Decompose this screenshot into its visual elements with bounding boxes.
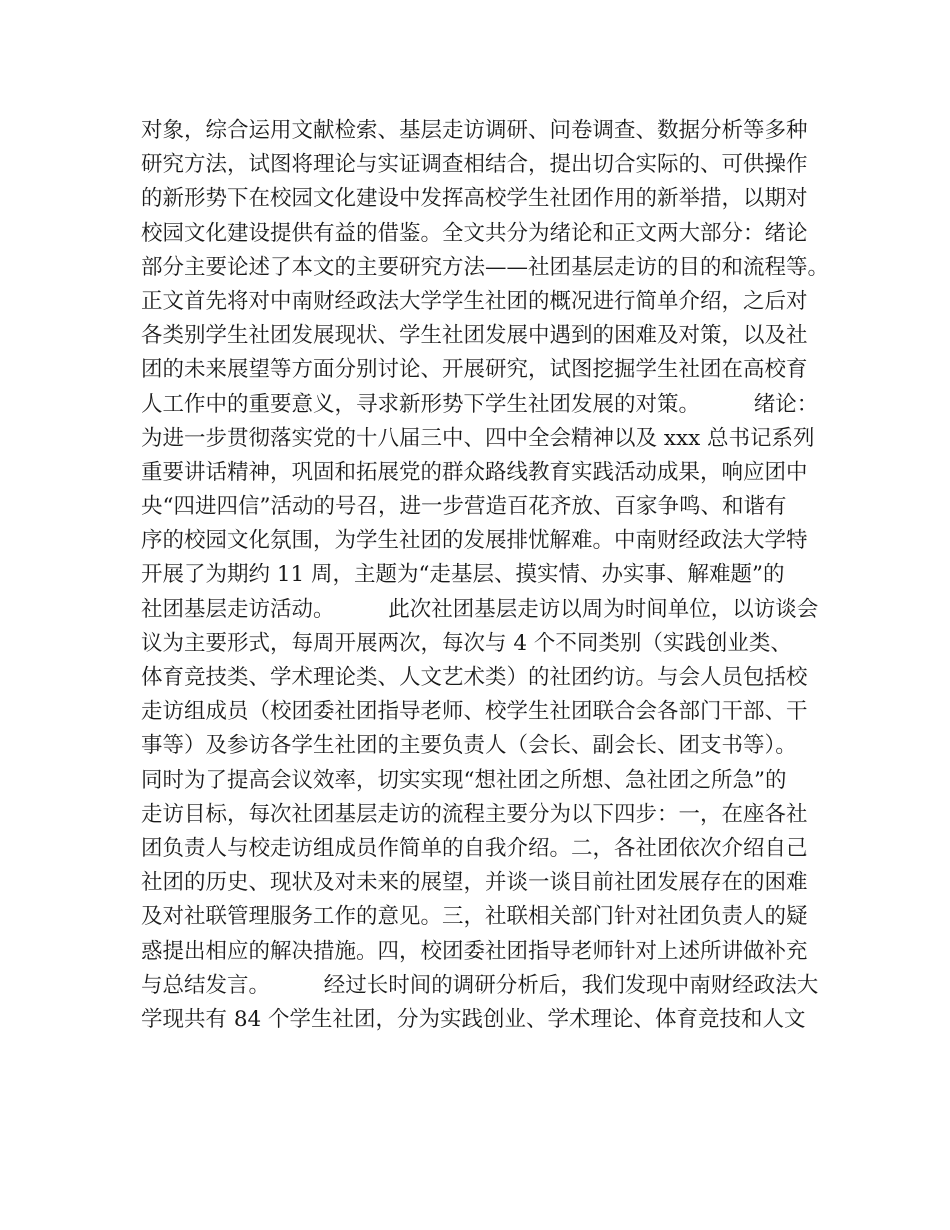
body-text	[141, 114, 830, 1037]
text-line: 及对社联管理服务工作的意见。三，社联相关部门针对社团负责人的疑	[141, 904, 808, 930]
text-line: 研究方法，试图将理论与实证调查相结合，提出切合实际的、可供操作	[141, 152, 808, 178]
text-line: 正文首先将对中南财经政法大学学生社团的概况进行简单介绍，之后对	[141, 288, 808, 314]
text-line: 重要讲话精神，巩固和拓展党的群众路线教育实践活动成果，响应团中	[141, 459, 808, 485]
text-line: 央“四进四信”活动的号召，进一步营造百花齐放、百家争鸣、和谐有	[141, 494, 787, 520]
text-line: 校园文化建设提供有益的借鉴。全文共分为绪论和正文两大部分：绪论	[141, 220, 808, 246]
text-line: 的新形势下在校园文化建设中发挥高校学生社团作用的新举措，以期对	[141, 186, 808, 212]
text-line: 事等）及参访各学生社团的主要负责人（会长、副会长、团支书等）。	[141, 733, 797, 759]
text-line: 为进一步贯彻落实党的十八届三中、四中全会精神以及 xxx 总书记系列	[141, 425, 815, 451]
text-line: 序的校园文化氛围，为学生社团的发展排忧解难。中南财经政法大学特	[141, 528, 808, 554]
text-line: 开展了为期约 11 周，主题为“走基层、摸实情、办实事、解难题”的	[141, 562, 785, 588]
text-line: 与总结发言。 经过长时间的调研分析后，我们发现中南财经政法大	[141, 972, 819, 998]
text-line: 对象，综合运用文献检索、基层走访调研、问卷调查、数据分析等多种	[141, 118, 808, 143]
text-line: 走访目标，每次社团基层走访的流程主要分为以下四步：一，在座各社	[141, 801, 808, 827]
text-line: 体育竞技类、学术理论类、人文艺术类）的社团约访。与会人员包括校	[141, 665, 808, 690]
text-line: 部分主要论述了本文的主要研究方法——社团基层走访的目的和流程等。	[141, 254, 830, 280]
text-line: 议为主要形式，每周开展两次，每次与 4 个不同类别（实践创业类、	[141, 630, 792, 656]
text-line: 团负责人与校走访组成员作简单的自我介绍。二，各社团依次介绍自己	[141, 835, 808, 861]
text-line: 学现共有 84 个学生社团，分为实践创业、学术理论、体育竞技和人文	[141, 1006, 806, 1032]
text-line: 同时为了提高会议效率，切实实现“想社团之所想、急社团之所急”的	[141, 767, 787, 793]
text-line: 团的未来展望等方面分别讨论、开展研究，试图挖掘学生社团在高校育	[141, 357, 808, 383]
text-line: 社团的历史、现状及对未来的展望，并谈一谈目前社团发展存在的困难	[141, 870, 808, 896]
text-line: 各类别学生社团发展现状、学生社团发展中遇到的困难及对策，以及社	[141, 323, 808, 349]
text-line: 走访组成员（校团委社团指导老师、校学生社团联合会各部门干部、干	[141, 699, 808, 725]
text-line: 人工作中的重要意义，寻求新形势下学生社团发展的对策。 绪论：	[141, 391, 819, 417]
text-line: 社团基层走访活动。 此次社团基层走访以周为时间单位，以访谈会	[141, 596, 819, 622]
text-line: 惑提出相应的解决措施。四，校团委社团指导老师针对上述所讲做补充	[141, 938, 808, 964]
